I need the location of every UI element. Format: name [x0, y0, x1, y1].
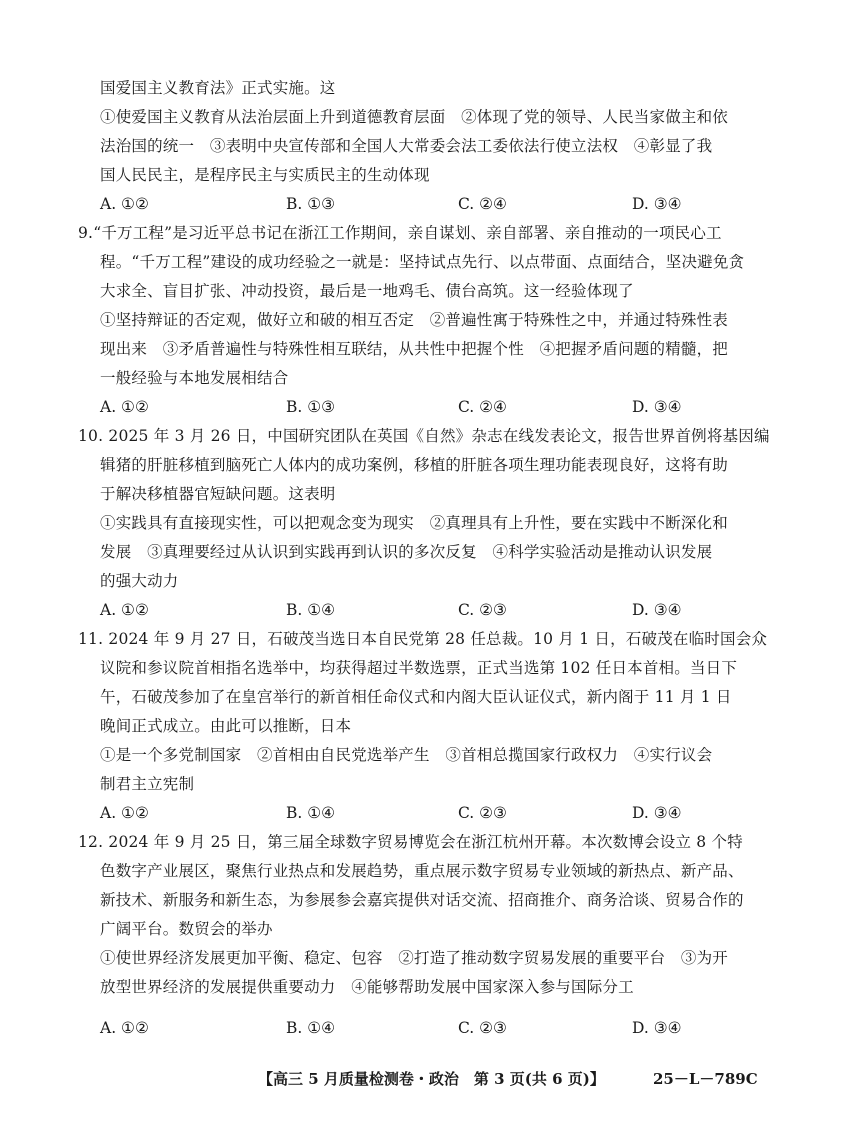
question-8-statement-line: 国人民民主，是程序民主与实质民主的生动体现: [100, 166, 430, 184]
question-8-statement-line: ①使爱国主义教育从法治层面上升到道德教育层面 ②体现了党的领导、人民当家做主和依: [100, 108, 729, 126]
question-8-stem-line: 国爱国主义教育法》正式实施。这: [100, 79, 336, 97]
question-9-option-b[interactable]: B. ①③: [286, 398, 336, 416]
question-12-stem-line: 新技术、新服务和新生态，为参展参会嘉宾提供对话交流、招商推介、商务洽谈、贸易合作的: [100, 891, 744, 909]
question-8-option-c[interactable]: C. ②④: [458, 195, 507, 213]
question-11-statement-line: ①是一个多党制国家 ②首相由自民党选举产生 ③首相总揽国家行政权力 ④实行议会: [100, 746, 713, 764]
question-9-stem-line: 9.“千万工程”是习近平总书记在浙江工作期间，亲自谋划、亲自部署、亲自推动的一项民心工: [78, 224, 722, 242]
footer-exam-title: 【高三 5 月质量检测卷・政治 第 3 页(共 6 页)】: [258, 1070, 605, 1088]
question-12-stem-line: 色数字产业展区，聚焦行业热点和发展趋势，重点展示数字贸易专业领域的新热点、新产品、: [100, 862, 744, 880]
question-12-statement-line: 放型世界经济的发展提供重要动力 ④能够帮助发展中国家深入参与国际分工: [100, 978, 634, 996]
question-12-stem-line: 12. 2024 年 9 月 25 日，第三届全球数字贸易博览会在浙江杭州开幕。本次数博会设立 8 个特: [78, 833, 743, 851]
question-10-stem-line: 10. 2025 年 3 月 26 日，中国研究团队在英国《自然》杂志在线发表论文，报告世界首例将基因编: [78, 427, 770, 445]
question-9-stem-line: 程。“千万工程”建设的成功经验之一就是：坚持试点先行、以点带面、点面结合，坚决避免贪: [100, 253, 745, 271]
question-9-statement-line: ①坚持辩证的否定观，做好立和破的相互否定 ②普遍性寓于特殊性之中，并通过特殊性表: [100, 311, 729, 329]
question-10-option-b[interactable]: B. ①④: [286, 601, 336, 619]
question-9-option-c[interactable]: C. ②④: [458, 398, 507, 416]
question-8-option-b[interactable]: B. ①③: [286, 195, 336, 213]
question-12-option-a[interactable]: A. ①②: [100, 1019, 149, 1037]
question-11-option-d[interactable]: D. ③④: [632, 804, 682, 822]
question-12-option-b[interactable]: B. ①④: [286, 1019, 336, 1037]
question-8-option-d[interactable]: D. ③④: [632, 195, 682, 213]
question-10-statement-line: 发展 ③真理要经过从认识到实践再到认识的多次反复 ④科学实验活动是推动认识发展: [100, 543, 713, 561]
question-10-statement-line: ①实践具有直接现实性，可以把观念变为现实 ②真理具有上升性，要在实践中不断深化和: [100, 514, 729, 532]
question-10-stem-line: 辑猪的肝脏移植到脑死亡人体内的成功案例，移植的肝脏各项生理功能表现良好，这将有助: [100, 456, 729, 474]
question-8-statement-line: 法治国的统一 ③表明中央宣传部和全国人大常委会法工委依法行使立法权 ④彰显了我: [100, 137, 713, 155]
question-10-option-c[interactable]: C. ②③: [458, 601, 507, 619]
question-12-option-d[interactable]: D. ③④: [632, 1019, 682, 1037]
question-11-option-c[interactable]: C. ②③: [458, 804, 507, 822]
question-12-option-c[interactable]: C. ②③: [458, 1019, 507, 1037]
question-11-stem-line: 议院和参议院首相指名选举中，均获得超过半数选票，正式当选第 102 任日本首相。当日下: [100, 659, 738, 677]
footer-paper-code: 25－L－789C: [653, 1070, 758, 1088]
question-10-statement-line: 的强大动力: [100, 572, 179, 590]
question-10-option-a[interactable]: A. ①②: [100, 601, 149, 619]
question-9-option-d[interactable]: D. ③④: [632, 398, 682, 416]
question-8-option-a[interactable]: A. ①②: [100, 195, 149, 213]
question-9-statement-line: 现出来 ③矛盾普遍性与特殊性相互联结，从共性中把握个性 ④把握矛盾问题的精髓，把: [100, 340, 729, 358]
question-11-option-b[interactable]: B. ①④: [286, 804, 336, 822]
question-11-stem-line: 午，石破茂参加了在皇宫举行的新首相任命仪式和内阁大臣认证仪式，新内阁于 11 月 1 日: [100, 688, 732, 706]
question-10-option-d[interactable]: D. ③④: [632, 601, 682, 619]
question-10-stem-line: 于解决移植器官短缺问题。这表明: [100, 485, 336, 503]
question-11-option-a[interactable]: A. ①②: [100, 804, 149, 822]
question-11-statement-line: 制君主立宪制: [100, 775, 195, 793]
question-9-option-a[interactable]: A. ①②: [100, 398, 149, 416]
question-11-stem-line: 11. 2024 年 9 月 27 日，石破茂当选日本自民党第 28 任总裁。10 月 1 日，石破茂在临时国会众: [78, 630, 768, 648]
question-9-stem-line: 大求全、盲目扩张、冲动投资，最后是一地鸡毛、债台高筑。这一经验体现了: [100, 282, 634, 300]
question-12-stem-line: 广阔平台。数贸会的举办: [100, 920, 273, 938]
question-11-stem-line: 晚间正式成立。由此可以推断，日本: [100, 717, 352, 735]
question-9-statement-line: 一般经验与本地发展相结合: [100, 369, 289, 387]
question-12-statement-line: ①使世界经济发展更加平衡、稳定、包容 ②打造了推动数字贸易发展的重要平台 ③为开: [100, 949, 729, 967]
